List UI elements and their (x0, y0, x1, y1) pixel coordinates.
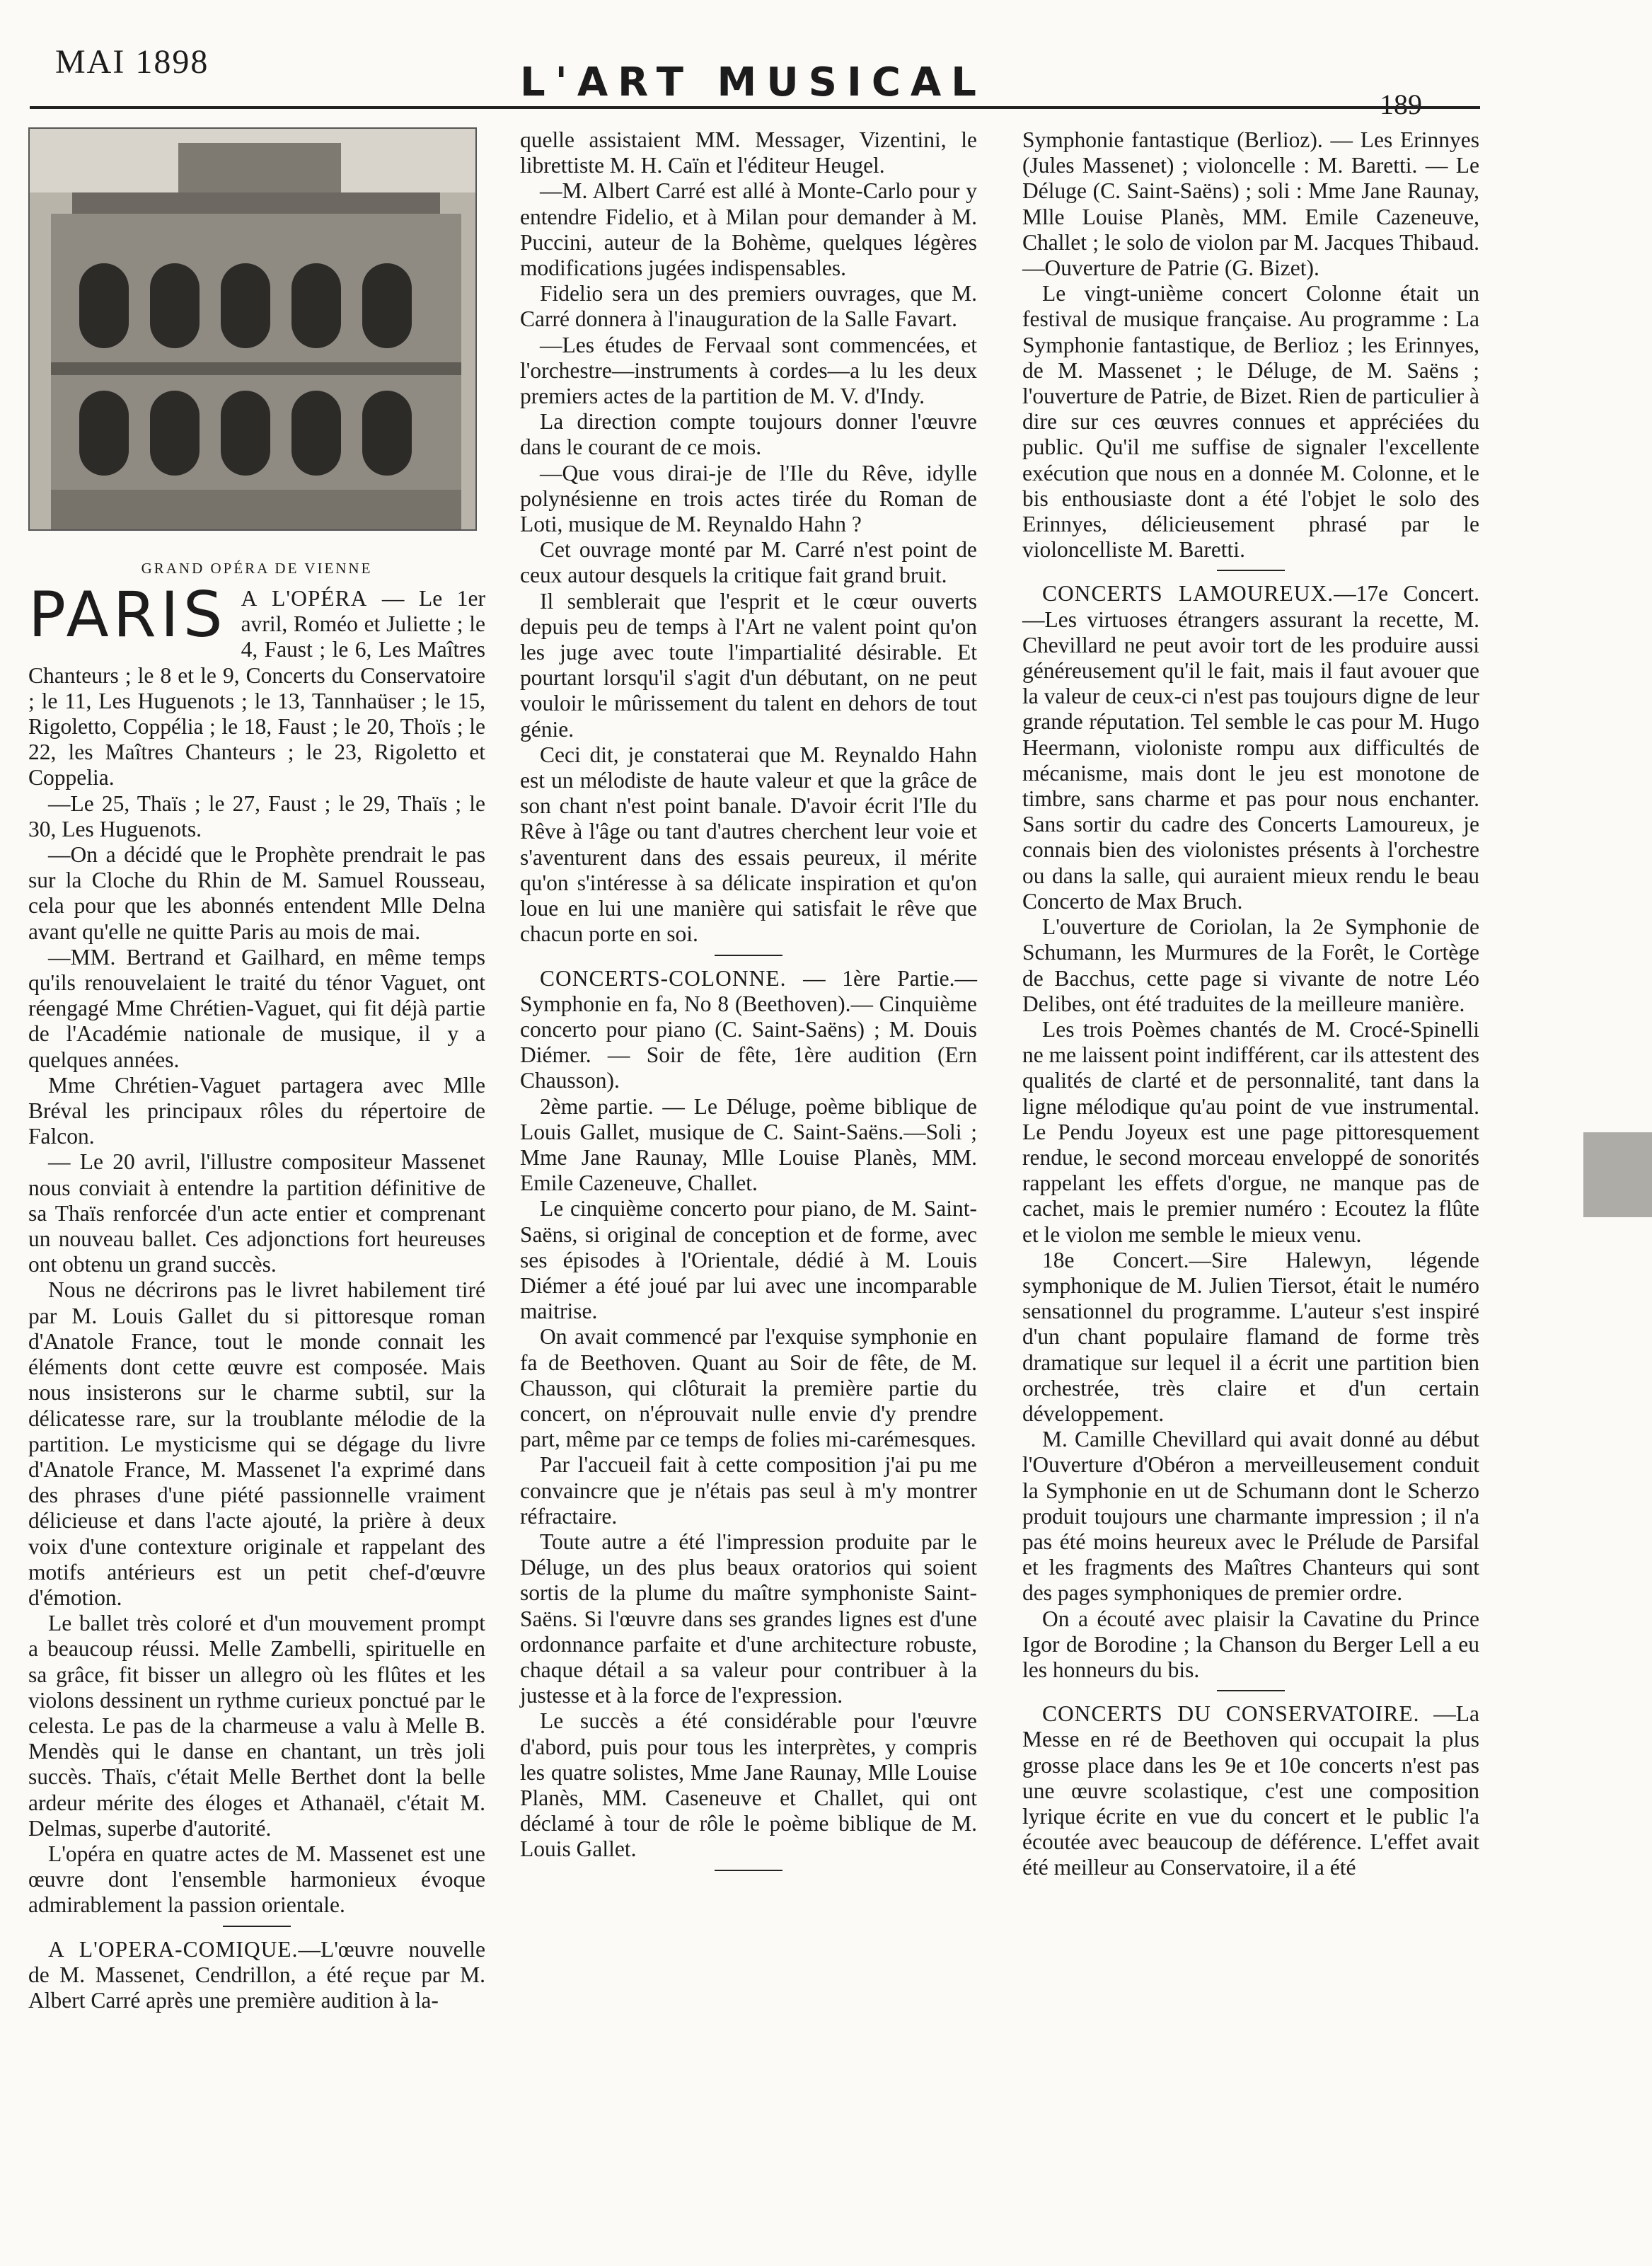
col3-paragraph: Symphonie fantastique (Berlioz). — Les Erinnyes (Jules Massenet) ; violoncelle : M. Baretti. — Le Déluge (C. Saint-Saëns) ; soli : Mme Jane Raunay, Mlle Louise Planès, MM. Emile Cazeneuve, Challet ; le solo de violon par M. Jacques Thibaud.—Ouverture de Patrie (G. Bizet). (1022, 127, 1479, 281)
col1-paragraph: Nous ne décrirons pas le livret habilement tiré par M. Louis Gallet du si pittoresque roman d'Anatole France, tout le monde connait les éléments dont cette œuvre est composée. Mais nous insisterons sur le charme subtil, sur la délicatesse rare, sur la troublante mélodie de la partition. Le mysticisme qui se dégage du livre d'Anatole France, M. Massenet l'a exprimé dans des phrases d'une piété passionnelle vraiment délicieuse et dans l'acte ajouté, la prière à deux voix d'une contexture originale et rappelant des motifs antérieurs est un petit chef-d'œuvre d'émotion. (28, 1277, 485, 1610)
col1-paragraph: —On a décidé que le Prophète prendrait le pas sur la Cloche du Rhin de M. Samuel Rousseau, cela pour que les abonnés entendent Mlle Delna avant qu'elle ne quitte Paris au mois de mai. (28, 842, 485, 944)
col2-paragraph: Il semblerait que l'esprit et le cœur ouverts depuis peu de temps à l'Art ne valent point qu'on les juge avec toute l'impartialité désirable. Et pourtant lorsqu'il s'agit d'un débutant, on ne peut vouloir le mûrissement du talent en dehors de tout génie. (520, 588, 977, 742)
column-2 (520, 127, 977, 1881)
col2-paragraph: 2ème partie. — Le Déluge, poème biblique de Louis Gallet, musique de C. Saint-Saëns.—Soli ; Mme Jane Raunay, Mlle Louise Planès, MM. Emile Cazeneuve, Challet. (520, 1093, 977, 1196)
col2-paragraph: La direction compte toujours donner l'œuvre dans le courant de ce mois. (520, 409, 977, 460)
col2-paragraph: On avait commencé par l'exquise symphonie en fa de Beethoven. Quant au Soir de fête, de M. Chausson, qui clôturait la première partie du concert, on n'éprouvait nulle envie d'y prendre part, même par ce temps de folies mi-carémesques. (520, 1324, 977, 1452)
col3-paragraph: 18e Concert.—Sire Halewyn, légende symphonique de M. Julien Tiersot, était le numéro sensationnel du programme. L'auteur s'est inspiré d'un chant populaire flamand de forme très dramatique sur lequel il a écrit une partition bien orchestrée, très claire et d'un certain développement. (1022, 1247, 1479, 1426)
column-1 (28, 127, 485, 2013)
col2-paragraph: —Les études de Fervaal sont commencées, et l'orchestre—instruments à cordes—a lu les deux premiers actes de la partition de M. V. d'Indy. (520, 332, 977, 409)
opera-heading: A L'OPÉRA (241, 586, 368, 611)
column-3 (1022, 127, 1479, 1881)
col3-paragraph: Le vingt-unième concert Colonne était un festival de musique française. Au programme : La Symphonie fantastique, de Berlioz ; les Erinnyes, de M. Massenet ; le Déluge, de M. Saëns ; l'ouverture de Patrie, de Bizet. Rien de particulier à dire sur ces œuvres connues et appréciées du public. Qu'il me suffise de signaler l'excellente exécution que nous en a donnée M. Colonne, et le bis enthousiaste dont a été l'objet le solo des Erinnyes, délicieusement phrasé par le violoncelliste M. Baretti. (1022, 281, 1479, 563)
col2-paragraph: Ceci dit, je constaterai que M. Reynaldo Hahn est un mélodiste de haute valeur et que la grâce de son chant n'est point banale. D'avoir écrit l'Ile du Rêve à l'âge ou tant d'autres cherchent leur voie et s'aventurent dans des essais peureux, il mérite qu'on s'intéresse à sa délicate inspiration et qu'on loue en lui une manière qui satisfait le rêve que chacun porte en soi. (520, 742, 977, 947)
concerts-lamoureux-heading: CONCERTS LAMOUREUX. (1042, 581, 1334, 606)
section-separator (1217, 570, 1285, 571)
margin-stamp (1583, 1132, 1652, 1217)
col2-paragraph: Cet ouvrage monté par M. Carré n'est point de ceux autour desquels la critique fait grand bruit. (520, 537, 977, 588)
col1-paragraph: —MM. Bertrand et Gailhard, en même temps qu'ils renouvelaient le traité du ténor Vaguet, ont réengagé Mme Chrétien-Vaguet, qui fit déjà partie de l'Académie nationale de musique, il y a quelques années. (28, 944, 485, 1072)
col2-paragraph: Par l'accueil fait à cette composition j'ai pu me convaincre que je n'étais pas seul à m'y montrer réfractaire. (520, 1452, 977, 1529)
concerts-colonne-heading: CONCERTS-COLONNE. (540, 965, 787, 991)
col1-paragraph: L'opéra en quatre actes de M. Massenet est une œuvre dont l'ensemble harmonieux évoque admirablement la passion orientale. (28, 1841, 485, 1918)
col2-paragraph: Le succès a été considérable pour l'œuvre d'abord, puis pour tous les interprètes, y compris les quatre solistes, Mme Jane Raunay, Mlle Louise Planès, MM. Caseneuve et Challet, qui ont déclamé à tour de rôle le poème biblique de M. Louis Gallet. (520, 1708, 977, 1862)
col2-paragraph: Le cinquième concerto pour piano, de M. Saint-Saëns, si original de conception et de forme, avec ses épisodes à l'Orientale, dédié à M. Louis Diémer a été joué par lui avec une incomparable maitrise. (520, 1196, 977, 1324)
opera-comique-heading: A L'OPERA-COMIQUE. (48, 1936, 299, 1962)
issue-date: MAI 1898 (55, 43, 209, 81)
concerts-colonne-text: — 1ère Partie.— Symphonie en fa, No 8 (Beethoven).— Cinquième concerto pour piano (C. Saint-Saëns) ; M. Douis Diémer. — Soir de fête, 1ère audition (Ern Chausson). (520, 965, 977, 1093)
header-rule (30, 106, 1480, 109)
section-separator (715, 955, 782, 956)
concerts-conservatoire-text: —La Messe en ré de Beethoven qui occupait la plus grosse place dans les 9e et 10e concerts n'est pas une œuvre scolastique, c'est une composition lyrique écrite en vue du concert et le public l'a écoutée avec beaucoup de déférence. L'effet avait été meilleur au Conservatoire, il a été (1022, 1701, 1479, 1880)
journal-title: L'ART MUSICAL (520, 59, 986, 105)
concerts-conservatoire-heading: CONCERTS DU CONSERVATOIRE. (1042, 1701, 1420, 1727)
illustration-caption: GRAND OPÉRA DE VIENNE (141, 560, 373, 577)
col2-paragraph: —Que vous dirai-je de l'Ile du Rêve, idylle polynésienne en trois actes tirée du Roman de Loti, musique de M. Reynaldo Hahn ? (520, 460, 977, 537)
col3-paragraph: On a écouté avec plaisir la Cavatine du Prince Igor de Borodine ; la Chanson du Berger Lell a eu les honneurs du bis. (1022, 1606, 1479, 1682)
opera-house-engraving (28, 127, 477, 531)
section-separator (1217, 1690, 1285, 1691)
col2-paragraph: —M. Albert Carré est allé à Monte-Carlo pour y entendre Fidelio, et à Milan pour demander à M. Puccini, auteur de la Bohème, quelques légères modifications jugées indispensables. (520, 178, 977, 281)
col2-paragraph: quelle assistaient MM. Messager, Vizentini, le librettiste M. H. Caïn et l'éditeur Heugel. (520, 127, 977, 178)
col1-paragraph: —Le 25, Thaïs ; le 27, Faust ; le 29, Thaïs ; le 30, Les Huguenots. (28, 790, 485, 841)
col1-paragraph: Le ballet très coloré et d'un mouvement prompt a beaucoup réussi. Melle Zambelli, spirituelle en sa grâce, fit bisser un allegro où les flûtes et les violons dessinent un rythme curieux ponctué par le celesta. Le pas de la charmeuse a valu à Melle B. Mendès qui le danse en chantant, un très joli succès. Thaïs, c'était Melle Berthet dont la belle ardeur mérite des éloges et Athanaël, c'était M. Delmas, superbe d'autorité. (28, 1611, 485, 1841)
concerts-lamoureux-text: —17e Concert. —Les virtuoses étrangers assurant la recette, M. Chevillard ne peut avoir tort de les produire aussi généreusement qu'il le fait, mais il faut avouer que la valeur de ceux-ci n'est pas toujours digne de leur grande réputation. Tel semble le cas pour M. Hugo Heermann, violoniste rompu aux difficultés de mécanisme, mais dont le jeu est monotone de timbre, sans charme et pas pour nous enchanter. Sans sortir du cadre des Concerts Lamoureux, je connais bien des violonistes présents à l'orchestre ou dans la salle, qui auraient mieux rendu le beau Concerto de Max Bruch. (1022, 581, 1479, 914)
col3-paragraph: M. Camille Chevillard qui avait donné au début l'Ouverture d'Obéron a merveilleusement conduit la Symphonie en ut de Schumann dont le Scherzo produit toujours une charmante impression ; il n'a pas été moins heureux avec le Prélude de Parsifal et les fragments des Maîtres Chanteurs qui sont des pages symphoniques de premier ordre. (1022, 1427, 1479, 1606)
col3-paragraph: L'ouverture de Coriolan, la 2e Symphonie de Schumann, les Murmures de la Forêt, le Cortège de Bacchus, cette page si vivante de notre Léo Delibes, ont été traduites de la meilleure manière. (1022, 914, 1479, 1016)
paris-section (28, 578, 485, 2013)
section-separator (223, 1926, 291, 1927)
col2-paragraph: Fidelio sera un des premiers ouvrages, que M. Carré donnera à l'inauguration de la Salle Favart. (520, 281, 977, 332)
page-number: 189 (1380, 88, 1422, 120)
col3-paragraph: Les trois Poèmes chantés de M. Crocé-Spinelli ne me laissent point indifférent, car ils attestent des qualités de clarté et de personnalité, tant dans la ligne mélodique qu'au point de vue instrumental. Le Pendu Joyeux est une page pittoresquement rendue, le second morceau enveloppé de sonorités rappelant les effets d'orgue, ne manque pas de cachet, mais le premier numéro : Ecoutez la flûte et le violon me semble le mieux venu. (1022, 1016, 1479, 1247)
col1-paragraph: — Le 20 avril, l'illustre compositeur Massenet nous conviait à entendre la partition définitive de sa Thaïs renforcée d'un acte entier et comprenant un nouveau ballet. Ces adjonctions fort heureuses ont obtenu un grand succès. (28, 1149, 485, 1277)
opera-text: — Le 1er avril, Roméo et Juliette ; le 4, Faust ; le 6, Les Maîtres Chanteurs ; le 8 et le 9, Concerts du Conservatoire ; le 11, Les Huguenots ; le 13, Tannhaüser ; le 15, Rigoletto, Coppélia ; le 18, Faust ; le 20, Thoïs ; le 22, les Maîtres Chanteurs ; le 23, Rigoletto et Coppelia. (28, 586, 485, 790)
col2-paragraph: Toute autre a été l'impression produite par le Déluge, un des plus beaux oratorios qui soient sortis de la plume du maître symphoniste Saint-Saëns. Si l'œuvre dans ses grandes lignes est d'une ordonnance parfaite et d'une architecture robuste, chaque détail a sa valeur pour contribuer à la justesse et à la force de l'expression. (520, 1529, 977, 1708)
section-separator (715, 1870, 782, 1871)
col1-paragraph: Mme Chrétien-Vaguet partagera avec Mlle Bréval les principaux rôles du répertoire de Falcon. (28, 1072, 485, 1149)
opera-comique-text: —L'œuvre nouvelle de M. Massenet, Cendrillon, a été reçue par M. Albert Carré après une première audition à la- (28, 1936, 485, 2013)
paris-dropcap: PARIS (28, 578, 227, 651)
